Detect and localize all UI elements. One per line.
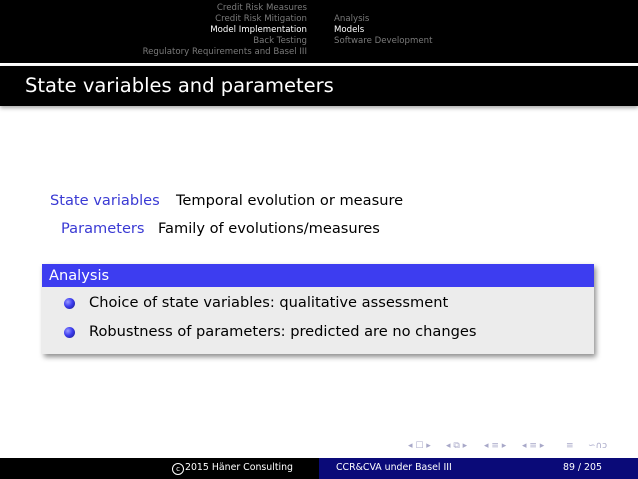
document-nav-icon[interactable]: ◂ ≡ ▸ xyxy=(522,441,545,451)
frame-nav-icon[interactable]: ◂ ☐ ▸ xyxy=(408,441,431,451)
section-list xyxy=(143,3,307,58)
subsection-list xyxy=(334,14,432,47)
appendix-nav-icon[interactable]: ≡ xyxy=(566,441,574,451)
block-body xyxy=(42,287,594,354)
nav-section-credit-risk-measures[interactable]: Credit Risk Measures xyxy=(216,3,307,13)
block-title-bar xyxy=(42,264,594,287)
footer-page-number: 89 / 205 xyxy=(563,462,602,473)
footer-left xyxy=(0,458,319,479)
nav-subsection-models[interactable]: Models xyxy=(334,25,365,35)
footer-title: CCR&CVA under Basel III xyxy=(336,462,452,473)
list-item-text: Robustness of parameters: predicted are no changes xyxy=(89,323,477,340)
definition-term-parameters: Parameters xyxy=(61,220,145,237)
search-icon[interactable]: ∽∩ↄ xyxy=(588,441,608,451)
nav-subsection-analysis[interactable]: Analysis xyxy=(334,14,370,24)
section-nav-icon[interactable]: ◂ ≡ ▸ xyxy=(484,441,507,451)
frame-title-bar xyxy=(0,66,638,106)
analysis-block xyxy=(42,264,594,354)
nav-section-model-implementation[interactable]: Model Implementation xyxy=(210,25,307,35)
bullet-icon xyxy=(64,327,75,338)
footer-right xyxy=(319,458,638,479)
nav-section-regulatory-requirements[interactable]: Regulatory Requirements and Basel III xyxy=(142,47,307,57)
footer-copyright xyxy=(172,462,293,475)
header-navigation xyxy=(0,0,638,63)
definition-desc-state-variables: Temporal evolution or measure xyxy=(176,192,404,209)
bullet-icon xyxy=(64,298,75,309)
footer xyxy=(0,458,638,479)
subsection-nav-icon[interactable]: ◂ ⧉ ▸ xyxy=(446,441,468,451)
block-title: Analysis xyxy=(49,267,110,284)
footer-author: 2015 Häner Consulting xyxy=(185,462,294,473)
definition-desc-parameters: Family of evolutions/measures xyxy=(158,220,380,237)
nav-section-back-testing[interactable]: Back Testing xyxy=(253,36,307,46)
nav-subsection-software-development[interactable]: Software Development xyxy=(334,36,433,46)
definition-term-state-variables: State variables xyxy=(50,192,160,209)
list-item-text: Choice of state variables: qualitative assessment xyxy=(89,294,449,311)
nav-section-credit-risk-mitigation[interactable]: Credit Risk Mitigation xyxy=(215,14,307,24)
frame-title: State variables and parameters xyxy=(25,74,334,97)
copyright-icon: c xyxy=(172,463,184,475)
